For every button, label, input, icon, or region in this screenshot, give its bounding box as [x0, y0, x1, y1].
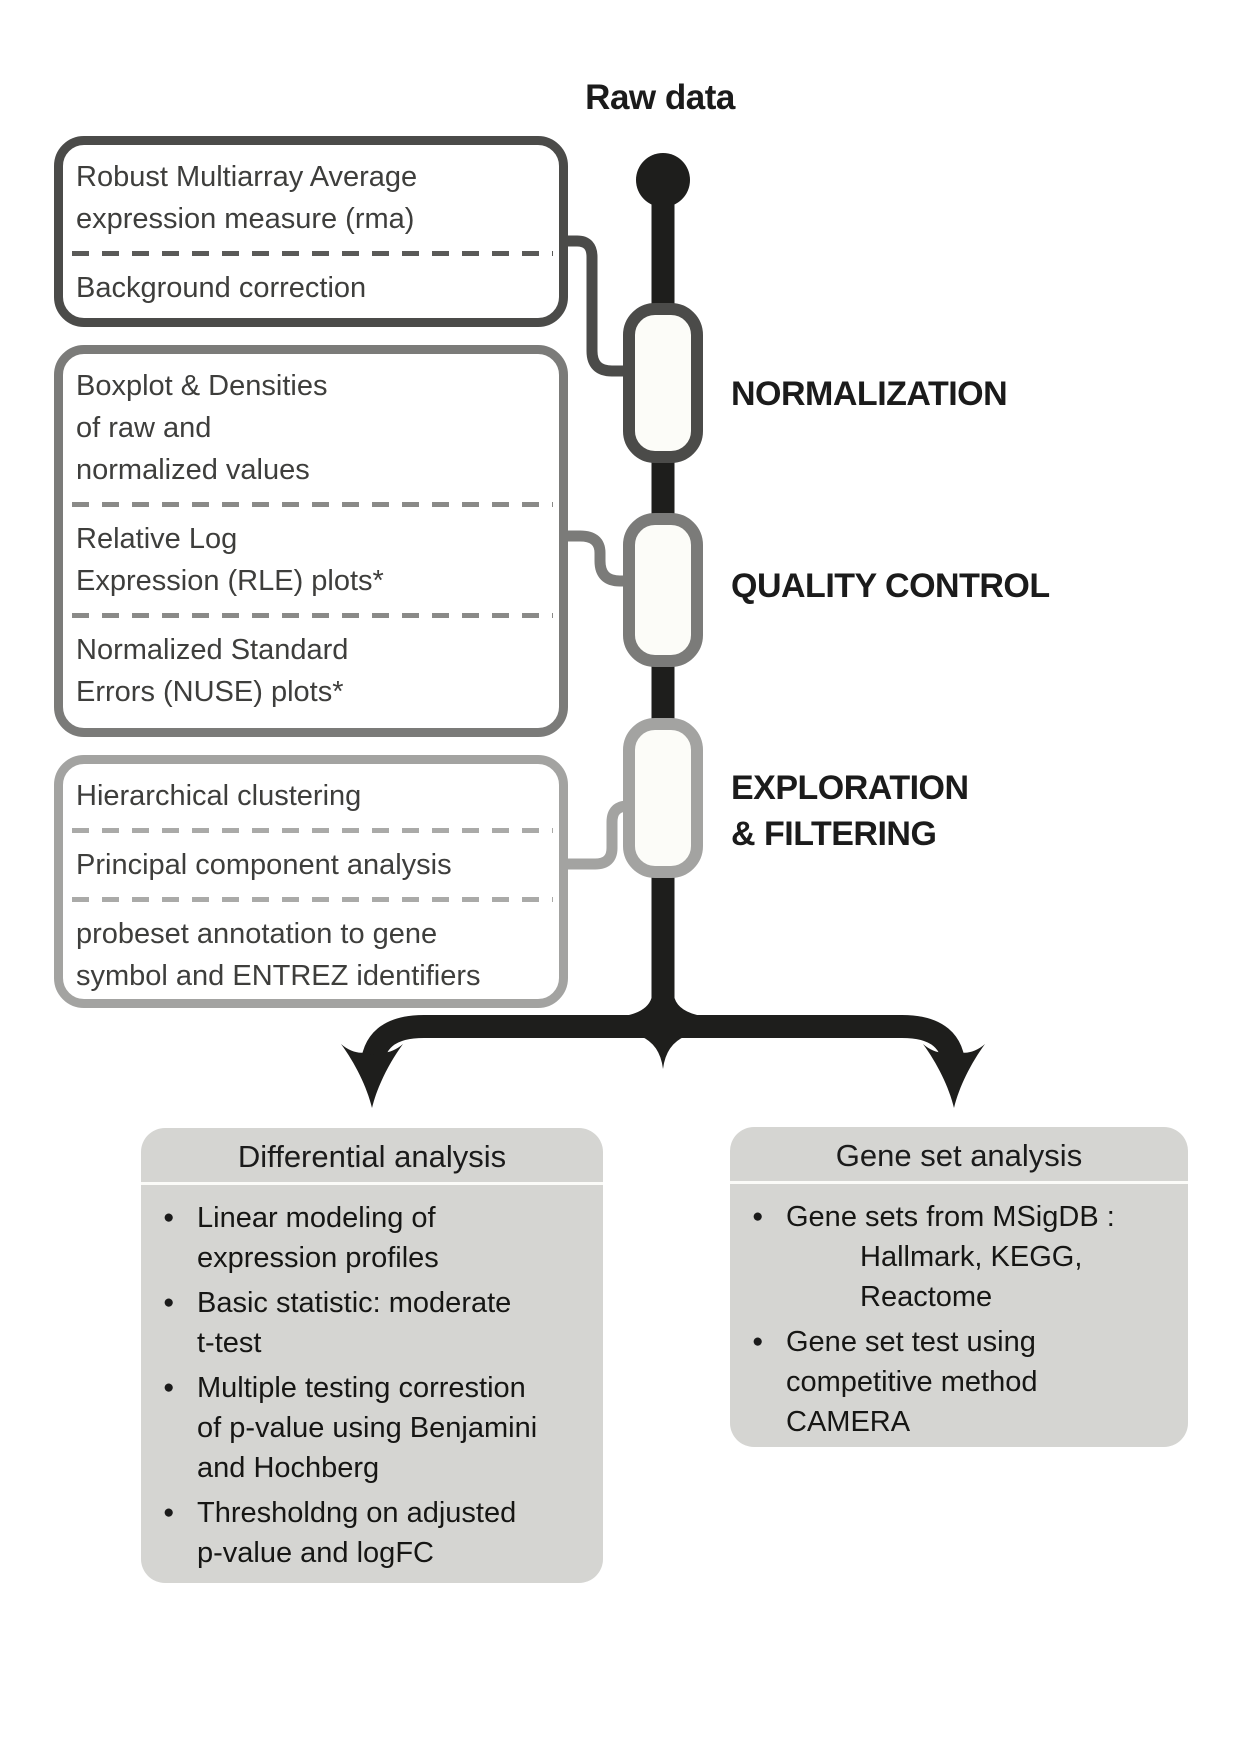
stage-label-exploration-filtering [731, 765, 969, 857]
process-step-line: normalized values [76, 454, 310, 486]
list-item-line: expression profiles [197, 1242, 439, 1274]
list-item-line: t-test [197, 1327, 262, 1359]
normalization-node [629, 309, 697, 457]
raw-data-title: Raw data [585, 78, 735, 117]
process-step-line: Normalized Standard [76, 634, 349, 666]
process-step-line: Hierarchical clustering [76, 780, 362, 812]
list-item-line: p-value and logFC [197, 1537, 434, 1569]
list-item [163, 1368, 595, 1488]
process-step-line: Robust Multiarray Average [76, 161, 418, 193]
process-step-line: Principal component analysis [76, 849, 452, 881]
list-item-line: competitive method [786, 1366, 1038, 1398]
process-step [76, 629, 553, 713]
process-step-line: Boxplot & Densities [76, 370, 328, 402]
differential-analysis-panel [141, 1128, 603, 1583]
process-step-line: Background correction [76, 272, 367, 304]
list-item [752, 1322, 1180, 1442]
panel-body [730, 1184, 1188, 1442]
list-item-line: Gene set test using [786, 1326, 1036, 1358]
exploration-node [629, 724, 697, 872]
process-step-line: Relative Log [76, 523, 238, 555]
process-step [76, 913, 553, 997]
list-item-line: Multiple testing correstion [197, 1372, 526, 1404]
list-item [163, 1283, 595, 1363]
process-step-line: of raw and [76, 412, 212, 444]
bullet-icon: ● [163, 1292, 175, 1313]
process-step [76, 844, 553, 886]
bullet-icon: ● [752, 1206, 764, 1227]
panel-title: Gene set analysis [730, 1127, 1188, 1184]
list-item-line: Reactome [860, 1281, 993, 1313]
list-item-line: and Hochberg [197, 1452, 380, 1484]
bullet-icon: ● [163, 1207, 175, 1228]
process-step-line: symbol and ENTREZ identifiers [76, 960, 481, 992]
stage-label-normalization [731, 371, 1007, 417]
junction-fillet-left [624, 998, 652, 1016]
process-step [76, 156, 553, 240]
process-step [76, 518, 553, 602]
process-step-line: Expression (RLE) plots* [76, 565, 384, 597]
gene-set-analysis-panel [730, 1127, 1188, 1447]
box2-node-connector [563, 536, 625, 581]
normalization-steps-box [54, 136, 568, 327]
list-item-line: CAMERA [786, 1406, 911, 1438]
bullet-icon: ● [163, 1502, 175, 1523]
list-item-line: Basic statistic: moderate [197, 1287, 512, 1319]
dashed-divider [72, 897, 553, 902]
process-step-line: expression measure (rma) [76, 203, 415, 235]
process-step [76, 267, 553, 309]
stage-label-line: NORMALIZATION [731, 375, 1008, 413]
list-item-line: Hallmark, KEGG, [860, 1241, 1083, 1273]
list-item-line: Thresholdng on adjusted [197, 1497, 517, 1529]
list-item-line: Gene sets from MSigDB : [786, 1201, 1115, 1233]
junction-v-tip [640, 1036, 686, 1069]
stage-label-line: EXPLORATION [731, 769, 969, 807]
stage-label-quality-control [731, 563, 1050, 609]
quality-control-steps-box [54, 345, 568, 737]
dashed-divider [72, 613, 553, 618]
list-item [163, 1493, 595, 1573]
list-item [163, 1198, 595, 1278]
list-item [752, 1197, 1180, 1317]
process-step-line: Errors (NUSE) plots* [76, 676, 344, 708]
bullet-icon: ● [163, 1377, 175, 1398]
list-item-line: of p-value using Benjamini [197, 1412, 538, 1444]
panel-title: Differential analysis [141, 1128, 603, 1185]
process-step-line: probeset annotation to gene [76, 918, 438, 950]
bullet-icon: ● [752, 1331, 764, 1352]
raw-data-dot-icon [636, 153, 690, 207]
list-item-line: Linear modeling of [197, 1202, 436, 1234]
box3-node-connector [563, 806, 628, 864]
dashed-divider [72, 251, 553, 256]
stage-label-line: QUALITY CONTROL [731, 567, 1050, 605]
quality-control-node [629, 519, 697, 661]
process-step [76, 365, 553, 491]
exploration-steps-box [54, 755, 568, 1008]
stage-label-line: & FILTERING [731, 815, 937, 853]
junction-fillet-right [675, 998, 703, 1016]
dashed-divider [72, 502, 553, 507]
process-step [76, 775, 553, 817]
dashed-divider [72, 828, 553, 833]
panel-body [141, 1185, 603, 1573]
box1-node-connector [563, 241, 625, 371]
